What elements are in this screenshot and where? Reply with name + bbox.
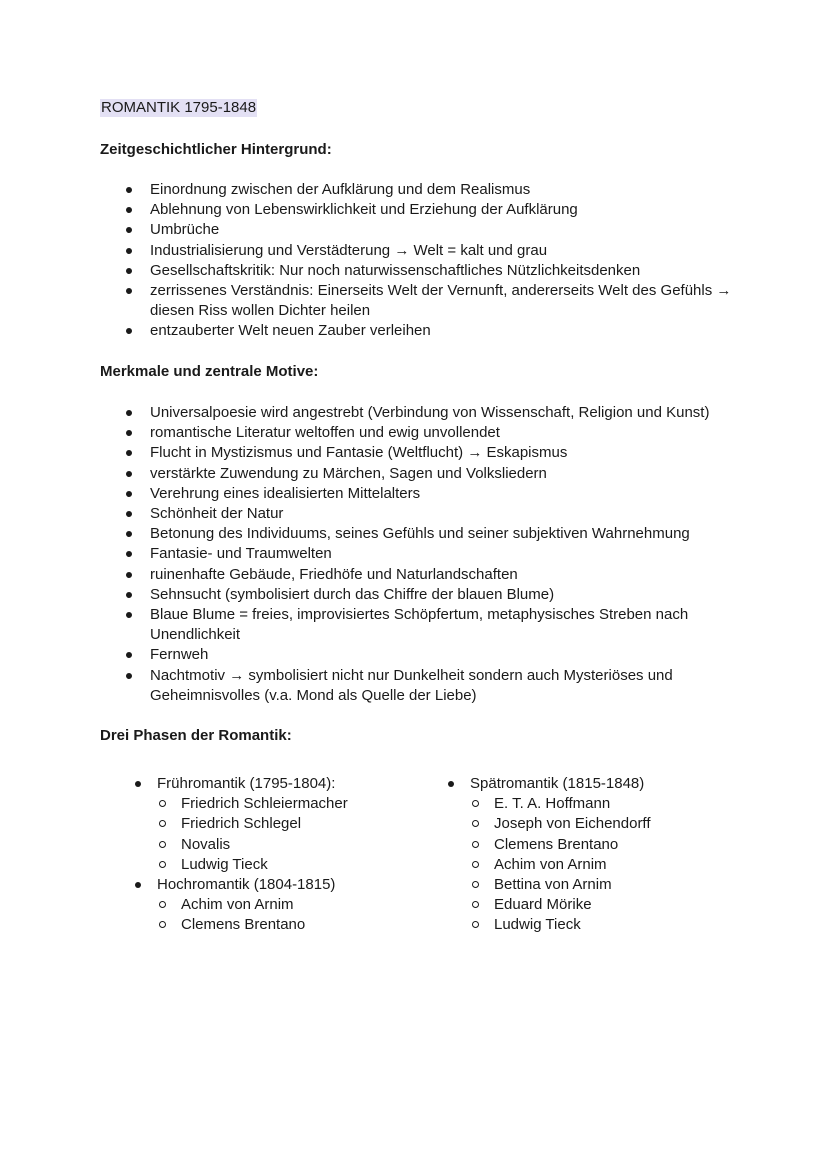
section-heading-hintergrund: Zeitgeschichtlicher Hintergrund: xyxy=(100,141,332,158)
author-item: Friedrich Schlegel xyxy=(157,814,433,834)
author-item: E. T. A. Hoffmann xyxy=(470,794,766,814)
list-merkmale xyxy=(100,403,760,706)
list-item: Gesellschaftskritik: Nur noch naturwissenschaftliches Nützlichkeitsdenken xyxy=(100,261,750,281)
page-title: ROMANTIK 1795-1848 xyxy=(101,99,257,116)
phase-item xyxy=(446,774,766,936)
phasen-right-column xyxy=(446,774,766,936)
list-item: Sehnsucht (symbolisiert durch das Chiffre der blauen Blume) xyxy=(100,585,760,605)
author-item: Achim von Arnim xyxy=(470,855,766,875)
list-item: entzauberter Welt neuen Zauber verleihen xyxy=(100,321,750,341)
phase-item xyxy=(133,774,433,875)
phasen-left-column xyxy=(133,774,433,936)
list-item: Betonung des Individuums, seines Gefühls und seiner subjektiven Wahrnehmung xyxy=(100,524,760,544)
section-heading-phasen: Drei Phasen der Romantik: xyxy=(100,727,292,744)
list-phasen-right xyxy=(446,774,766,936)
section-heading-merkmale: Merkmale und zentrale Motive: xyxy=(100,363,319,380)
list-hintergrund xyxy=(100,180,750,342)
list-item: Schönheit der Natur xyxy=(100,504,760,524)
list-item: Fernweh xyxy=(100,645,760,665)
author-item: Eduard Mörike xyxy=(470,895,766,915)
list-item: Ablehnung von Lebenswirklichkeit und Erziehung der Aufklärung xyxy=(100,200,750,220)
author-list xyxy=(157,794,433,875)
list-item: Nachtmotiv → symbolisiert nicht nur Dunkelheit sondern auch Mysteriöses und Geheimnisvolles (v.a. Mond als Quelle der Liebe) xyxy=(100,666,760,706)
list-item: verstärkte Zuwendung zu Märchen, Sagen und Volksliedern xyxy=(100,464,760,484)
author-list xyxy=(157,895,433,935)
author-item: Clemens Brentano xyxy=(470,835,766,855)
list-item: ruinenhafte Gebäude, Friedhöfe und Naturlandschaften xyxy=(100,565,760,585)
author-item: Ludwig Tieck xyxy=(157,855,433,875)
list-item: Universalpoesie wird angestrebt (Verbindung von Wissenschaft, Religion und Kunst) xyxy=(100,403,760,423)
list-item: Umbrüche xyxy=(100,220,750,240)
phase-item xyxy=(133,875,433,936)
author-item: Clemens Brentano xyxy=(157,915,433,935)
phase-label: Hochromantik (1804-1815) xyxy=(157,876,336,894)
author-item: Ludwig Tieck xyxy=(470,915,766,935)
author-item: Friedrich Schleiermacher xyxy=(157,794,433,814)
list-item: romantische Literatur weltoffen und ewig unvollendet xyxy=(100,423,760,443)
list-item: Einordnung zwischen der Aufklärung und dem Realismus xyxy=(100,180,750,200)
list-item: Verehrung eines idealisierten Mittelalters xyxy=(100,484,760,504)
phase-label: Spätromantik (1815-1848) xyxy=(470,775,645,792)
author-item: Achim von Arnim xyxy=(157,895,433,915)
list-item: Blaue Blume = freies, improvisiertes Schöpfertum, metaphysisches Streben nach Unendlichkeit xyxy=(100,605,760,645)
author-list xyxy=(470,794,766,935)
phase-label: Frühromantik (1795-1804): xyxy=(157,775,336,792)
author-item: Joseph von Eichendorff xyxy=(470,814,766,834)
list-item: zerrissenes Verständnis: Einerseits Welt der Vernunft, andererseits Welt des Gefühls → diesen Riss wollen Dichter heilen xyxy=(100,281,750,321)
list-item: Fantasie- und Traumwelten xyxy=(100,544,760,564)
list-item: Industrialisierung und Verstädterung → Welt = kalt und grau xyxy=(100,241,750,261)
author-item: Bettina von Arnim xyxy=(470,875,766,895)
author-item: Novalis xyxy=(157,835,433,855)
list-item: Flucht in Mystizismus und Fantasie (Weltflucht) → Eskapismus xyxy=(100,443,760,463)
list-phasen-left xyxy=(133,774,433,936)
